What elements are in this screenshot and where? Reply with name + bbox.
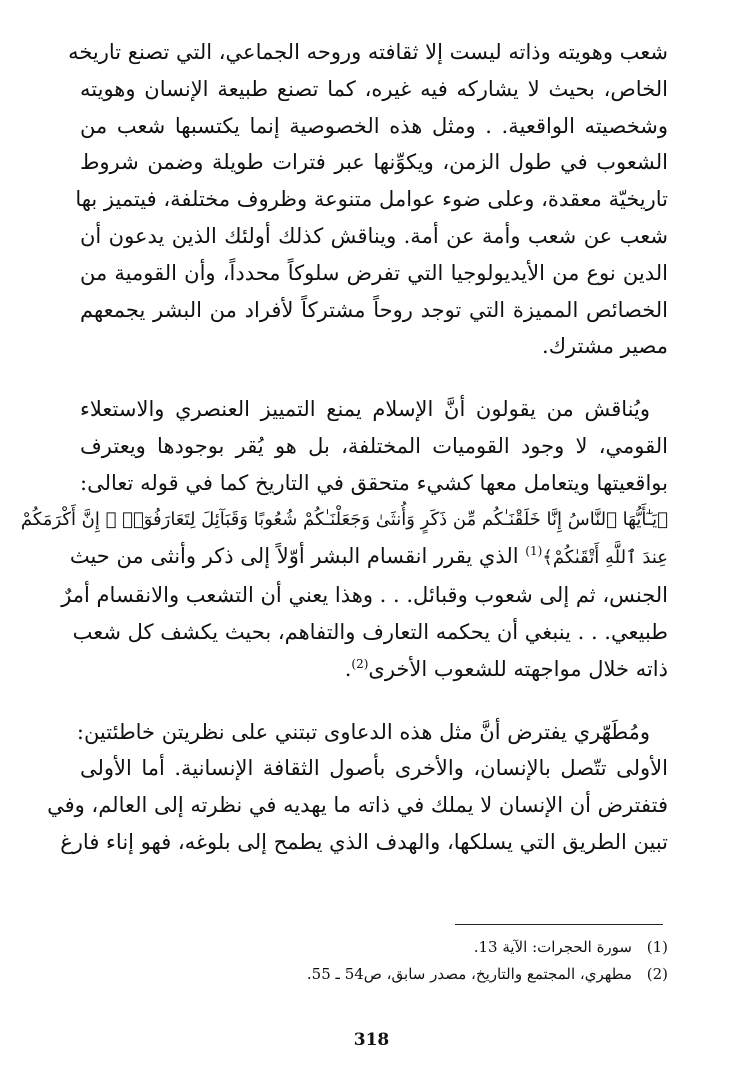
text-line: الخصائص المميزة التي توجد روحاً مشتركاً لأفراد من البشر يجمعهم <box>80 297 668 322</box>
text-line: شعب عن شعب وأمة عن أمة. ويناقش كذلك أولئك الذين يدعون أن <box>80 223 668 248</box>
page-number: 318 <box>353 1030 390 1050</box>
footnote-text: مطهري، المجتمع والتاريخ، مصدر سابق، ص54 ـ 55. <box>306 965 632 983</box>
text-line <box>69 538 668 577</box>
footnote-text: سورة الحجرات: الآية 13. <box>473 938 632 956</box>
quran-verse-line: ﴿يَـٰٓأَيُّهَا ٱلنَّاسُ إِنَّا خَلَقْنَـٰكُم مِّن ذَكَرٍ وَأُنثَىٰ وَجَعَلْنَـٰكُمْ شُعُوبًا وَقَبَآئِلَ لِتَعَارَفُوٓا۟ ۚ إِنَّ أَكْرَمَكُمْ <box>20 508 668 530</box>
footnote-1 <box>80 934 668 961</box>
text-line: القومي، لا وجود القوميات المختلفة، بل هو يُقر بوجودها ويعترف <box>80 433 668 458</box>
text-line: ومُطَهّري يفترض أنَّ مثل هذه الدعاوى تبتني على نظريتن خاطئتين: <box>76 719 650 744</box>
footnote-divider <box>455 924 663 925</box>
text-line: تبين الطريق التي يسلكها، والهدف الذي يطمح إلى بلوغه، فهو إناء فارغ <box>60 829 668 854</box>
footnotes <box>80 934 668 988</box>
text-line: طبيعي. . . ينبغي أن يحكمه التعارف والتفاهم، بحيث يكشف كل شعب <box>72 619 668 644</box>
text-line: ويُناقش من يقولون أنَّ الإسلام يمنع التمييز العنصري والاستعلاء <box>80 397 650 422</box>
page-body <box>20 34 668 861</box>
text-line: الخاص، بحيث لا يشاركه فيه غيره، كما تصنع طبيعة الإنسان وهويته <box>80 76 668 101</box>
text-line: تاريخيّة معقدة، وعلى ضوء عوامل متنوعة وظروف مختلفة، فيتميز بها <box>75 187 668 212</box>
text-line: بواقعيتها ويتعامل معها كشيء متحقق في التاريخ كما في قوله تعالى: <box>80 470 668 495</box>
paragraph-3 <box>47 714 668 861</box>
footnote-marker-1: (1) <box>525 544 543 559</box>
text-line <box>80 651 668 688</box>
footnote-2 <box>80 961 668 988</box>
paragraph-2 <box>20 391 668 687</box>
text-line-end: . <box>344 656 352 681</box>
text-line: الأولى تتّصل بالإنسان، والأخرى بأصول الثقافة الإنسانية. أما الأولى <box>80 756 668 781</box>
text-line: وشخصيته الواقعية. . ومثل هذه الخصوصية إنما يكتسبها شعب من <box>80 113 668 138</box>
text-line-rest: الذي يقرر انقسام البشر أوّلاً إلى ذكر وأنثى من حيث <box>69 544 526 569</box>
text-line: مصير مشترك. <box>542 334 668 359</box>
paragraph-1 <box>68 34 668 365</box>
footnote-marker-2: (2) <box>351 656 369 671</box>
text-line: فتفترض أن الإنسان لا يملك في ذاته ما يهديه في نظرته إلى العالم، وفي <box>47 793 668 818</box>
text-line-main: ذاته خلال مواجهته للشعوب الأخرى <box>368 656 668 681</box>
text-line: شعب وهويته وذاته ليست إلا ثقافته وروحه الجماعي، التي تصنع تاريخه <box>68 40 668 64</box>
quran-verse-end: عِندَ ٱللَّهِ أَتْقَىٰكُمْ﴾ <box>542 547 668 569</box>
footnote-number: (1) <box>646 938 668 956</box>
text-line: الدين نوع من الأيديولوجيا التي تفرض سلوكاً محدداً، وأن القومية من <box>80 260 668 285</box>
text-line: الجنس، ثم إلى شعوب وقبائل. . . وهذا يعني أن التشعب والانقسام أمرٌ <box>61 583 668 608</box>
text-line: الشعوب في طول الزمن، ويكوِّنها عبر فترات طويلة وضمن شروط <box>80 150 668 175</box>
footnote-number: (2) <box>646 965 668 983</box>
